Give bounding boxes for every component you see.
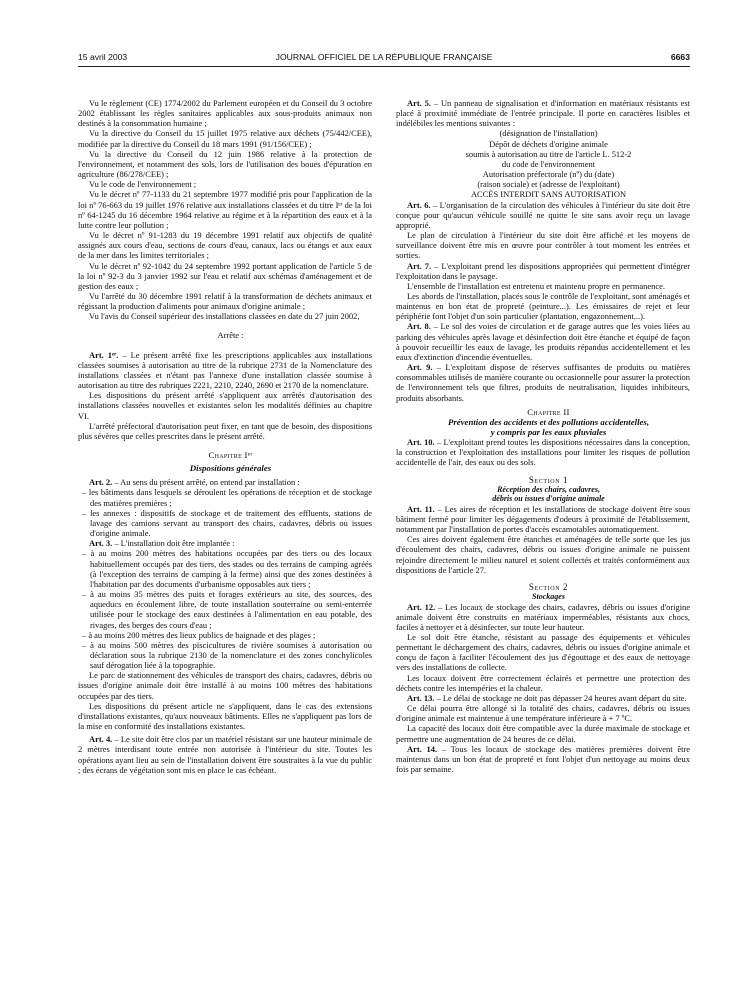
sign-mention: Dépôt de déchets d'origine animale (489, 138, 608, 149)
list-item: – à au moins 35 mètres des puits et forages extérieurs au site, des sources, des aqueducs en écoulement libre, de toute installation souterraine ou semi-enterrée utilisée pour le stockage des eaux destinées à l'alimentation en eau potable, des rivages, des berges des cours d'eau ; (82, 589, 372, 630)
article-text: – Le site doit être clos par un matériel résistant sur une hauteur minimale de 2 mètres interdisant toute entrée non autorisée à l'intérieur du site. Toutes les opérations ayant lieu au sein de l'installation doivent être soustraites à la vue du public ; des écrans de végétation sont mis en place le cas échéant. (78, 734, 372, 775)
article-7 (396, 261, 690, 281)
article-text: – L'exploitant dispose de réserves suffisantes de produits ou matières consommables utilisés de manière courante ou occasionnelle pour assurer la protection de l'environnement tels que filtres, produits de neutralisation, liquides inhibiteurs, produits absorbants. (396, 362, 690, 403)
paragraph: Le parc de stationnement des véhicules de transport des chairs, cadavres, débris ou issues d'origine animale doit être installé à au moins 100 mètres des habitations occupées par des tiers. (78, 670, 372, 701)
issue-date: 15 avril 2003 (78, 52, 128, 62)
visa: Vu le code de l'environnement ; (89, 179, 197, 190)
article-label: Art. 10. (407, 437, 435, 448)
sign-mention: soumis à autorisation au titre de l'article L. 512-2 (465, 148, 632, 159)
paragraph: Ce délai pourra être allongé si la totalité des chairs, cadavres, débris ou issues d'origine animale est maintenue à une température inférieure à + 7 ºC. (396, 703, 690, 724)
article-text: – L'exploitant prend toutes les dispositions nécessaires dans la conception, la construction et l'exploitation des installations pour limiter les risques de pollution accidentelle de l'air, des eaux ou des sols. (396, 437, 691, 468)
section-title: Stockages (532, 592, 565, 602)
header-rule (78, 66, 690, 67)
article-8 (396, 321, 690, 362)
article-1 (78, 350, 372, 391)
page-number: 6663 (670, 52, 690, 62)
article-6 (396, 200, 690, 230)
article-label: Art. 5. (407, 98, 431, 108)
article-label: Art. 13. (407, 692, 435, 703)
sign-mention: du code de l'environnement (501, 158, 596, 169)
article-label: Art. 11. (407, 503, 435, 514)
visa: Vu le décret nº 92-1042 du 24 septembre 1992 portant application de l'article 5 de la loi nº 92-3 du 3 janvier 1992 sur l'eau et relatif aux schémas d'aménagement et de gestion des eaux ; (78, 260, 372, 291)
chapter-title: Dispositions générales (189, 463, 272, 474)
article-label: Art. 6. (407, 199, 431, 210)
article-label: Art. 14. (407, 743, 438, 754)
section-title: Réception des chairs, cadavres, (497, 484, 600, 494)
article-text: – Le délai de stockage ne doit pas dépasser 24 heures avant départ du site. (436, 692, 687, 703)
paragraph: Les locaux doivent être correctement éclairés et permettre une protection des déchets contre les intempéries et la chaleur. (396, 672, 690, 693)
chapter-heading: Chapitre II (527, 406, 570, 417)
article-text: – L'organisation de la circulation des véhicules à l'intérieur du site doit être conçue pour qu'aucun véhicule souillé ne quitte le site sans avoir reçu un lavage approprié. (396, 199, 690, 230)
arrete-heading: Arrête : (217, 330, 244, 341)
article-label: Art. 2. (89, 477, 113, 488)
article-4 (78, 734, 372, 775)
article-10 (396, 437, 690, 467)
article-3 (78, 538, 372, 548)
article-label: Art. 8. (407, 321, 431, 332)
article-label: Art. 1ᵉʳ. (89, 349, 119, 360)
list-item: – à au moins 200 mètres des lieux publics de baignade et des plages ; (82, 629, 316, 640)
article-text: – Les locaux de stockage des chairs, cadavres, débris ou issues d'origine animale doivent être construits en matériaux imperméables, résistants aux chocs, faciles à nettoyer et à désinfecter, sur toute leur hauteur. (396, 601, 690, 632)
sign-mention: Autorisation préfectorale (nº) du (date) (482, 169, 615, 180)
paragraph: L'ensemble de l'installation est entretenu et maintenu propre en permanence. (407, 280, 665, 291)
chapter-title: Prévention des accidents et des pollutions accidentelles, (447, 416, 650, 427)
paragraph: La capacité des locaux doit être compatible avec la durée maximale de stockage et permettre une augmentation de 24 heures de ce délai. (396, 723, 690, 744)
paragraph: Les abords de l'installation, placés sous le contrôle de l'exploitant, sont aménagés et maintenus en bon état de propreté (peinture...). Les émissaires de rejet et leur périphérie font l'objet d'un soin particulier (plantation, engazonnement...). (396, 290, 690, 322)
list-item: – les bâtiments dans lesquels se déroulent les opérations de réception et de stockage des matières premières ; (82, 487, 372, 508)
article-label: Art. 3. (89, 538, 113, 549)
article-label: Art. 7. (407, 260, 432, 271)
paragraph: L'arrêté préfectoral d'autorisation peut fixer, en tant que de besoin, des dispositions plus sévères que celles prescrites dans le présent arrêté. (78, 420, 372, 441)
left-column (78, 98, 372, 775)
paragraph: Les dispositions du présent article ne s'appliquent, dans le cas des extensions d'installations existantes, qu'aux nouveaux bâtiments. Elles ne s'appliquent pas lors de la mise en conformité des installations existantes. (78, 700, 372, 732)
article-12 (396, 602, 690, 632)
article-11 (396, 504, 690, 534)
section-title: débris ou issues d'origine animale (492, 494, 605, 504)
page-header (78, 52, 690, 66)
article-text: – L'installation doit être implantée : (114, 538, 235, 549)
article-label: Art. 4. (89, 734, 113, 745)
paragraph: Le plan de circulation à l'intérieur du site doit être affiché et les moyens de surveillance doivent être mis en œuvre pour contrôler à tout moment les entrées et sorties. (396, 230, 690, 261)
article-text: – Le présent arrêté fixe les prescriptions applicables aux installations classées soumises à autorisation au titre de la rubrique 2731 de la Nomenclature des installations classées et n'étant pas l'annexe d'une installation classée soumise à autorisation au titre des rubriques 2221, 2210, 2240, 2690 et 2170 de la nomenclature. (78, 349, 373, 391)
visa: Vu l'avis du Conseil supérieur des installations classées en date du 27 juin 2002, (89, 311, 360, 322)
article-text: – Tous les locaux de stockage des matières premières doivent être maintenus dans un bon état de propreté et font l'objet d'un nettoyage au moins deux fois par semaine. (396, 743, 691, 775)
section-heading: Section 2 (528, 581, 569, 592)
article-text: – Le sol des voies de circulation et de garage autres que les voies liées au parking des véhicules après lavage et désinfection doit être étanche et équipé de façon à pouvoir recueillir les eaux de lavage, les produits répandus accidentellement et les eaux d'extinction d'incendie éventuelles. (396, 321, 691, 362)
right-column (396, 98, 690, 774)
visa: Vu la directive du Conseil du 15 juillet 1975 relative aux déchets (75/442/CEE), modifiée par la directive du Conseil du 18 mars 1991 (91/156/CEE) ; (78, 128, 372, 149)
journal-title: JOURNAL OFFICIEL DE LA RÉPUBLIQUE FRANÇAISE (275, 52, 493, 62)
article-text: – Les aires de réception et les installations de stockage doivent être sous bâtiment fermé pour limiter les dégagements d'odeurs à proximité de l'établissement, notamment par l'installation de portes d'accès escamotables automatiquement. (396, 503, 690, 535)
article-14 (396, 744, 690, 774)
list-item: – à au moins 500 mètres des piscicultures de rivière soumises à autorisation ou déclaration sous la rubrique 2130 de la nomenclature et des zones conchylicoles sauf dérogation liée à la topographie. (82, 639, 372, 671)
article-text: – Au sens du présent arrêté, on entend par installation : (114, 477, 300, 488)
visa: Vu le décret nº 91-1283 du 19 décembre 1991 relatif aux objectifs de qualité assignés aux cours d'eau, sections de cours d'eau, canaux, lacs ou étangs et aux eaux de la mer dans les limites territoriales ; (78, 230, 372, 261)
visa: Vu la directive du Conseil du 12 juin 1986 relative à la protection de l'environnement, et notamment des sols, lors de l'utilisation des boues d'épuration en agriculture (86/278/CEE) ; (78, 148, 372, 180)
visa: Vu le règlement (CE) 1774/2002 du Parlement européen et du Conseil du 3 octobre 2002 établissant les règles sanitaires applicables aux sous-produits animaux non destinés à la consommation humaine ; (78, 98, 372, 129)
article-9 (396, 362, 690, 403)
paragraph: Ces aires doivent également être étanches et aménagées de telle sorte que les jus d'écoulement des chairs, cadavres, débris ou issues d'origine animale ne puissent rejoindre directement le milieu naturel et soient collectés et traités conformément aux dispositions de l'article 27. (396, 534, 690, 575)
paragraph: Les dispositions du présent arrêté s'appliquent aux arrêtés d'autorisation des installations classées nouvelles et existantes selon les modalités définies au chapitre VI. (78, 390, 372, 421)
list-item: – à au moins 200 mètres des habitations occupées par des tiers ou des locaux habituellement occupés par des tiers, des stades ou des terrains de camping agréés (à l'exception des terrains de camping à la ferme) ainsi que des zones destinées à l'habitation par des documents d'urbanisme opposables aux tiers ; (82, 548, 372, 589)
article-text: – Un panneau de signalisation et d'information en matériaux résistants est placé à proximité immédiate de l'entrée principale. Il porte en caractères lisibles et indélébiles les mentions suivantes : (396, 98, 690, 129)
visa: Vu l'arrêté du 30 décembre 1991 relatif à la transformation de déchets animaux et régissant la production d'aliments pour animaux d'origine animale ; (78, 290, 372, 312)
visa: Vu le décret nº 77-1133 du 21 septembre 1977 modifié pris pour l'application de la loi nº 76-663 du 19 juillet 1976 relative aux installations classées et du titre Iᵉʳ de la loi nº 64-1245 du 16 décembre 1964 relative au régime et à la répartition des eaux et à la lutte contre leur pollution ; (78, 189, 372, 230)
access-warning: ACCÈS INTERDIT SANS AUTORISATION (470, 189, 627, 200)
list-item: – les annexes : dispositifs de stockage et de traitement des effluents, stations de lavage des camions servant au transport des chairs, cadavres, débris ou issues d'origine animale. (82, 507, 372, 539)
article-label: Art. 12. (407, 601, 436, 612)
article-5 (396, 98, 690, 128)
sign-mention: (désignation de l'installation) (499, 128, 598, 139)
paragraph: Le sol doit être étanche, résistant au passage des équipements et véhicules permettant le déchargement des chairs, cadavres, débris ou issues d'origine animale et conçu de façon à faciliter l'écoulement des jus d'égouttage et des eaux de nettoyage vers des installations de collecte. (396, 632, 690, 673)
chapter-heading: Chapitre Iᵉʳ (208, 450, 253, 460)
chapter-title: y compris par les eaux pluviales (490, 427, 607, 437)
sign-mention: (raison sociale) et (adresse de l'exploitant) (477, 179, 620, 190)
article-text: – L'exploitant prend les dispositions appropriées qui permettent d'intégrer l'exploitation dans le paysage. (396, 260, 691, 281)
article-2 (78, 477, 372, 487)
section-heading: Section 1 (528, 474, 569, 485)
article-label: Art. 9. (407, 362, 433, 373)
article-13 (396, 693, 690, 703)
